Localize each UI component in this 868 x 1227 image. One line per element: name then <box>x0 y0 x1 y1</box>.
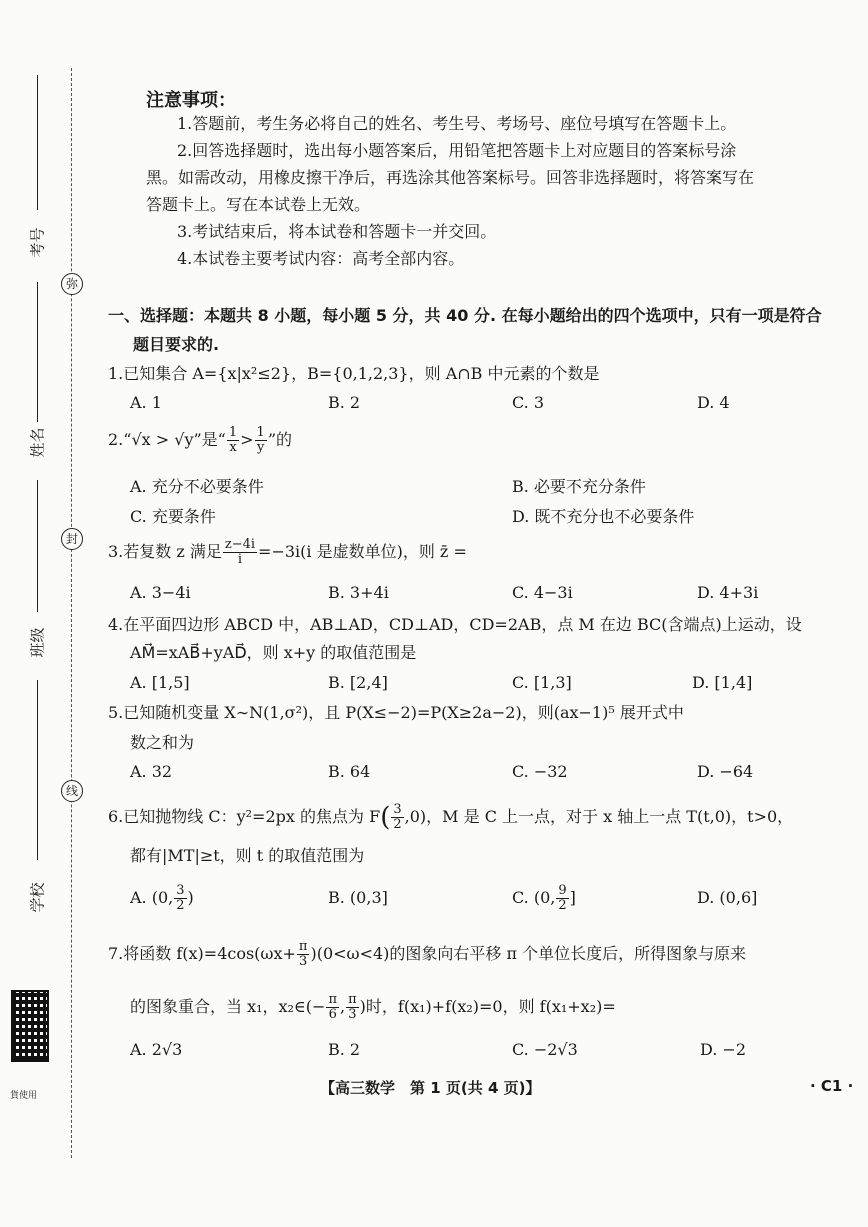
notice-title: 注意事项： <box>146 90 236 111</box>
q6-option-a: A. (0, $\frac{3}{2}$ ) <box>130 883 194 913</box>
q2-fraction-1y: $\frac{1}{y}$ <box>256 425 265 455</box>
notice-item-2-end: 答题卡上。写在本试卷上无效。 <box>146 195 371 214</box>
q1-stem: 1.已知集合 A={x|x²≤2}，B={0,1,2,3}，则 A∩B 中元素的个数是 <box>108 364 600 383</box>
q1-option-b: B. 2 <box>328 393 361 412</box>
q4-option-d: D. [1,4] <box>692 673 753 692</box>
q6-stem: 6.已知抛物线 C：y²=2px 的焦点为 F( $\frac{3}{2}$ ,0)，M 是 C 上一点，对于 x 轴上一点 T(t,0)，t>0， <box>108 802 794 833</box>
q3-stem: 3.若复数 z 满足 $\frac{z-4i}{i}$ =−3i(i 是虚数单位)，则 z̄ = <box>108 537 467 567</box>
q4-stem-cont: AM⃗=xAB⃗+yAD⃗，则 x+y 的取值范围是 <box>130 643 417 662</box>
q2-option-b: B. 必要不充分条件 <box>512 477 646 496</box>
notice-item-4: 4.本试卷主要考试内容：高考全部内容。 <box>177 249 465 268</box>
q3-fraction: $\frac{z-4i}{i}$ <box>224 537 256 567</box>
q5-option-d: D. −64 <box>697 762 754 781</box>
notice-item-2-cont: 黑。如需改动，用橡皮擦干净后，再选涂其他答案标号。回答非选择题时，将答案写在 <box>146 168 755 187</box>
q6-option-c: C. (0, $\frac{9}{2}$ ] <box>512 883 576 913</box>
section-heading-cont: 题目要求的. <box>133 335 220 354</box>
q5-stem-cont: 数之和为 <box>130 733 195 752</box>
class-label: 班级 <box>28 627 47 658</box>
qr-code <box>11 990 49 1062</box>
notice-item-1: 1.答题前，考生务必将自己的姓名、考生号、考场号、座位号填写在答题卡上。 <box>177 114 737 133</box>
q6-stem-cont: 都有|MT|≥t，则 t 的取值范围为 <box>130 846 365 865</box>
q7-option-d: D. −2 <box>700 1040 747 1059</box>
q4-option-b: B. [2,4] <box>328 673 388 692</box>
q4-option-c: C. [1,3] <box>512 673 572 692</box>
q5-option-a: A. 32 <box>130 762 173 781</box>
name-label: 姓名 <box>28 427 47 458</box>
seal-dashed-line <box>71 68 72 1158</box>
q3-option-b: B. 3+4i <box>328 583 389 602</box>
q4-option-a: A. [1,5] <box>130 673 190 692</box>
q7-option-a: A. 2√3 <box>130 1040 183 1059</box>
q3-option-c: C. 4−3i <box>512 583 573 602</box>
exam-number-label: 考号 <box>28 227 47 258</box>
qr-label: 貨使用 <box>10 1091 38 1101</box>
name-line <box>37 282 38 422</box>
school-label: 学校 <box>28 882 47 913</box>
q7-option-b: B. 2 <box>328 1040 361 1059</box>
q1-option-c: C. 3 <box>512 393 545 412</box>
notice-item-3: 3.考试结束后，将本试卷和答题卡一并交回。 <box>177 222 497 241</box>
q7-option-c: C. −2√3 <box>512 1040 578 1059</box>
q5-option-b: B. 64 <box>328 762 371 781</box>
q6-option-b: B. (0,3] <box>328 888 388 907</box>
q7-stem-cont: 的图象重合，当 x₁，x₂∈(− $\frac{\pi}{6}$ , $\frac{\pi}{3}$ )时，f(x₁)+f(x₂)=0，则 f(x₁+x₂)= <box>130 992 616 1022</box>
q3-option-a: A. 3−4i <box>130 583 191 602</box>
seal-char-feng: 封 <box>61 528 83 550</box>
exam-number-line <box>37 75 38 210</box>
q1-option-d: D. 4 <box>697 393 730 412</box>
q2-fraction-1x: $\frac{1}{x}$ <box>228 425 238 455</box>
q5-option-c: C. −32 <box>512 762 568 781</box>
notice-item-2: 2.回答选择题时，选出每小题答案后，用铅笔把答题卡上对应题目的答案标号涂 <box>177 141 737 160</box>
q2-option-a: A. 充分不必要条件 <box>130 477 264 496</box>
class-line <box>37 480 38 612</box>
q1-option-a: A. 1 <box>130 393 162 412</box>
q5-stem: 5.已知随机变量 X∼N(1,σ²)，且 P(X≤−2)=P(X≥2a−2)，则(ax−1)⁵ 展开式中 <box>108 703 684 722</box>
q4-stem: 4.在平面四边形 ABCD 中，AB⊥AD，CD⊥AD，CD=2AB，点 M 在边 BC(含端点)上运动，设 <box>108 615 802 634</box>
q2-option-d: D. 既不充分也不必要条件 <box>512 507 695 526</box>
page-footer: 【高三数学 第 1 页(共 4 页)】 <box>320 1079 541 1097</box>
q2-option-c: C. 充要条件 <box>130 507 216 526</box>
q3-option-d: D. 4+3i <box>697 583 759 602</box>
seal-char-mi: 弥 <box>61 273 83 295</box>
school-line <box>37 680 38 860</box>
q7-fraction: $\frac{\pi}{3}$ <box>298 939 308 969</box>
q6-option-d: D. (0,6] <box>697 888 758 907</box>
q7-stem: 7.将函数 f(x)=4cos(ωx+ $\frac{\pi}{3}$ )(0<ω<4)的图象向右平移 π 个单位长度后，所得图象与原来 <box>108 939 747 969</box>
q2-stem: 2.“√x > √y”是“ $\frac{1}{x}$ > $\frac{1}{y}$ ”的 <box>108 425 292 455</box>
section-heading: 一、选择题：本题共 8 小题，每小题 5 分，共 40 分. 在每小题给出的四个选项中，只有一项是符合 <box>108 306 822 325</box>
seal-char-xian: 线 <box>61 780 83 802</box>
q6-fraction: $\frac{3}{2}$ <box>393 802 402 832</box>
footer-code: · C1 · <box>810 1077 854 1095</box>
